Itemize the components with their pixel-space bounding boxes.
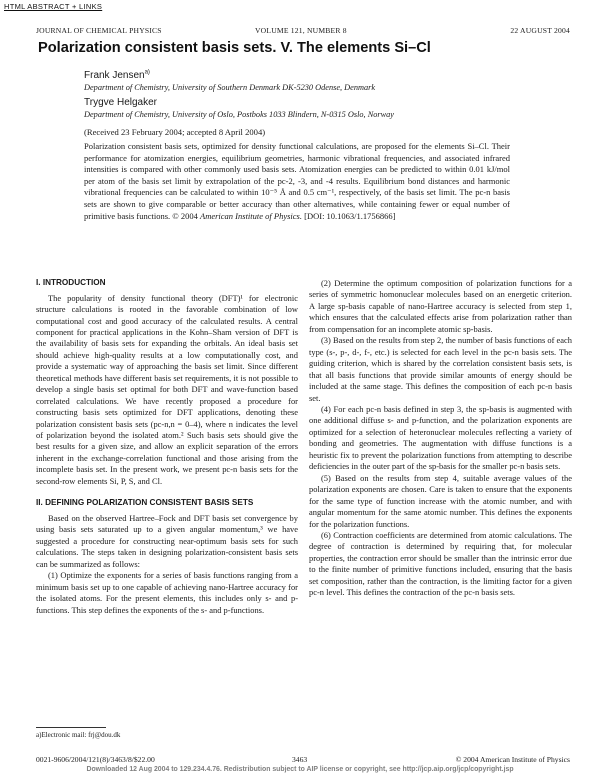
intro-heading: I. INTRODUCTION [36, 278, 106, 287]
author-2-affiliation: Department of Chemistry, University of Oslo, Postboks 1033 Blindern, N-0315 Oslo, Norway [84, 110, 394, 119]
issue-date: 22 AUGUST 2004 [510, 26, 570, 35]
left-column [36, 278, 298, 616]
step-6-paragraph: (6) Contraction coefficients are determined from atomic calculations. The degree of contraction is determined by requiring that, for molecular properties, the contraction error should be smaller than the intrinsic error due to the finite number of primitive functions included, ensuring that the basis set composition, rather than the contraction, is the limiting factor for a given pc-n level. This defines the contraction of the pc-n basis sets. [309, 529, 572, 598]
author-1 [84, 70, 150, 81]
abstract-publisher: American Institute of Physics. [200, 210, 302, 221]
author-1-affiliation: Department of Chemistry, University of Southern Denmark DK-5230 Odense, Denmark [84, 83, 376, 92]
page-number: 3463 [292, 755, 308, 764]
footnote-rule [36, 727, 106, 728]
intro-paragraph: The popularity of density functional theory (DFT)¹ for electronic structure calculations is rooted in the favorable combination of low computational cost and good accuracy of the calculated results. A central component for practical applications in the Kohn–Sham version of DFT is the availability of basis sets for expanding the orbitals. An ideal basis set should achieve high-quality results at a low computationally cost, and provide a systematic way of approaching the basis set limit. Since different theoretical methods have different basis set requirements, it is not possible to develop a single basis set optimal for both DFT and wave-function based correlated calculations. We have recently proposed a procedure for constructing basis sets optimized for DFT applications, denoting these polarization consistent basis sets (pc-n,n = 0–4), where n indicates the level of polarization beyond the isolated atom.² Such basis sets should give the best results for a given size, and allow an explicit separation of the errors inherent in the exchange-correlation functional and those arising from the incomplete basis set. In the present work, we present pc-n basis sets for the second-row elements Si, P, S, and Cl. [36, 292, 298, 486]
step-1-paragraph: (1) Optimize the exponents for a series of basis functions ranging from a minimum basis set up to one capable of achieving nano-Hartree accuracy for the isolated atoms. For the present elements, this includes only s- and p-functions. This step defines the exponents of the s- and p-functions. [36, 570, 298, 615]
footer-copyright: © 2004 American Institute of Physics [455, 755, 570, 764]
volume-number: VOLUME 121, NUMBER 8 [255, 26, 347, 35]
abstract-doi[interactable]: [DOI: 10.1063/1.1756866] [304, 210, 396, 221]
right-column [309, 278, 572, 599]
defining-paragraph: Based on the observed Hartree–Fock and DFT basis set convergence by using basis sets saturated up to a given angular momentum,³ we have suggested a procedure for constructing near-optimum basis sets for such calculations. The steps taken in designing polarization-consistent basis sets can be summarized as follows: [36, 512, 298, 569]
html-abstract-links[interactable]: HTML ABSTRACT + LINKS [4, 2, 103, 11]
defining-heading: II. DEFINING POLARIZATION CONSISTENT BASIS SETS [36, 498, 254, 508]
step-3-paragraph: (3) Based on the results from step 2, the number of basis functions of each type (s-, p-, d-, f-, etc.) is selected for each level in the pc-n basis sets. The guiding criterion, which is shared by the correlation consistent basis sets, is that all basis functions that provide similar amounts of energy should be included at the same stage. This defines the composition of each pc-n basis set. [309, 335, 572, 403]
step-5-paragraph: (5) Based on the results from step 4, suitable average values of the polarization exponents are chosen. Care is taken to ensure that the exponents for the same type of function increase with the atomic number, and with angular momentum for the same atomic number. This defines the exponents for the polarization functions. [309, 472, 572, 529]
author-1-name: Frank Jensen [84, 70, 145, 81]
step-4-paragraph: (4) For each pc-n basis defined in step 3, the sp-basis is augmented with one additional diffuse s- and p-function, and the polarization exponents are optimized for a selection of heteronuclear molecules reflecting a variety of bonding and geometries. The augmentation with diffuse functions is a heuristic fix to prevent the polarization functions from attempting to describe deficiencies in the outer part of the sp-basis for the smaller pc-n basis sets. [309, 403, 572, 472]
download-notice: Downloaded 12 Aug 2004 to 129.234.4.76. Redistribution subject to AIP license or copyright, see http://jcp.aip.org/jcp/copyright.jsp [86, 766, 514, 773]
received-dates: (Received 23 February 2004; accepted 8 April 2004) [84, 127, 266, 137]
footnote-email: a)Electronic mail: frj@dou.dk [36, 731, 121, 739]
paper-title: Polarization consistent basis sets. V. The elements Si–Cl [38, 40, 431, 56]
author-2-name: Trygve Helgaker [84, 97, 157, 108]
journal-name: JOURNAL OF CHEMICAL PHYSICS [36, 26, 162, 35]
abstract [84, 141, 510, 222]
author-1-mark: a) [144, 69, 150, 76]
step-2-paragraph: (2) Determine the optimum composition of polarization functions for a series of symmetric homonuclear molecules based on an energetic criterion. A large sp-basis capable of nano-Hartree accuracy is selected from step 1, which ensures that the calculated effects arise from polarization rather than from compensation for an incomplete atomic sp-basis. [309, 278, 572, 334]
abstract-body: Polarization consistent basis sets, optimized for density functional calculations, are proposed for the elements Si–Cl. Their performance for atomization energies, equilibrium geometries, harmonic vibrational frequencies, and associated infrared intensities is compared with other commonly used basis sets. Atomization energies can be predicted to within 0.01 kJ/mol per atom of the basis set limit by extrapolation of the pc-2, -3, and -4 results. Equilibrium bond distances and harmonic vibrational frequencies can be calculated to within 10⁻⁵ Å and 0.5 cm⁻¹, respectively, of the basis set limit. The pc-n basis sets are shown to give comparable or better accuracy than other alternatives, while containing fewer or equal number of primitive basis functions. © 2004 [84, 141, 510, 221]
footer-code: 0021-9606/2004/121(8)/3463/8/$22.00 [36, 755, 155, 764]
